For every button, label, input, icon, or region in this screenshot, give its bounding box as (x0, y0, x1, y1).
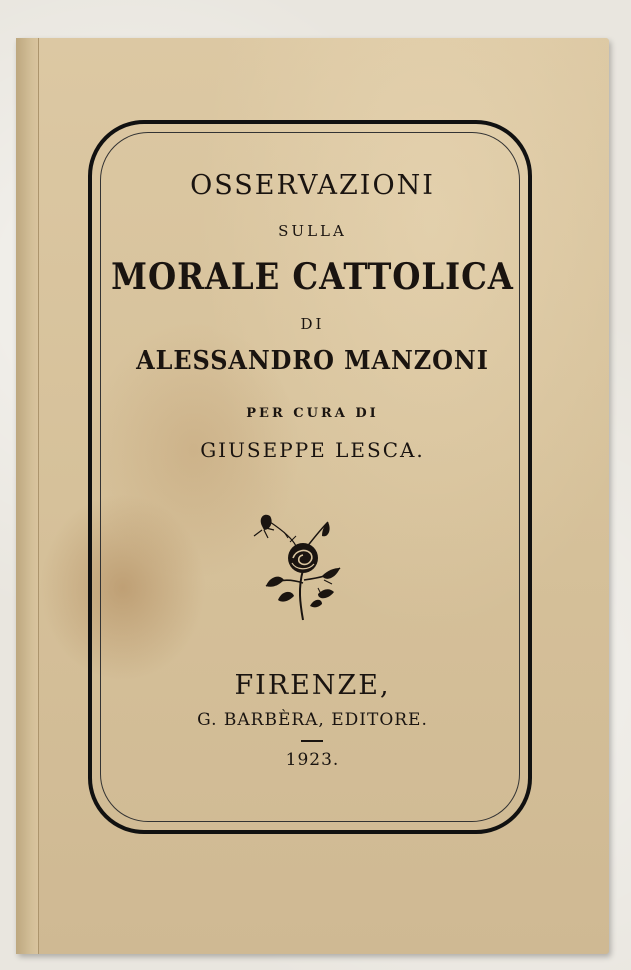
publication-city: FIRENZE, (234, 670, 391, 701)
author-prefix: DI (300, 315, 325, 333)
title-line-3: MORALE CATTOLICA (111, 256, 514, 298)
title-line-2: SULLA (278, 222, 347, 240)
rose-branch-icon (248, 508, 358, 623)
editor-prefix: PER CURA DI (246, 406, 379, 421)
separator-dash (301, 740, 323, 742)
book-cover (16, 38, 609, 954)
author-name: ALESSANDRO MANZONI (136, 346, 489, 376)
publisher-name: G. BARBÈRA, EDITORE. (197, 710, 428, 730)
title-line-1: OSSERVAZIONI (190, 170, 435, 201)
editor-name: GIUSEPPE LESCA. (200, 438, 425, 462)
publication-year: 1923. (285, 750, 340, 770)
